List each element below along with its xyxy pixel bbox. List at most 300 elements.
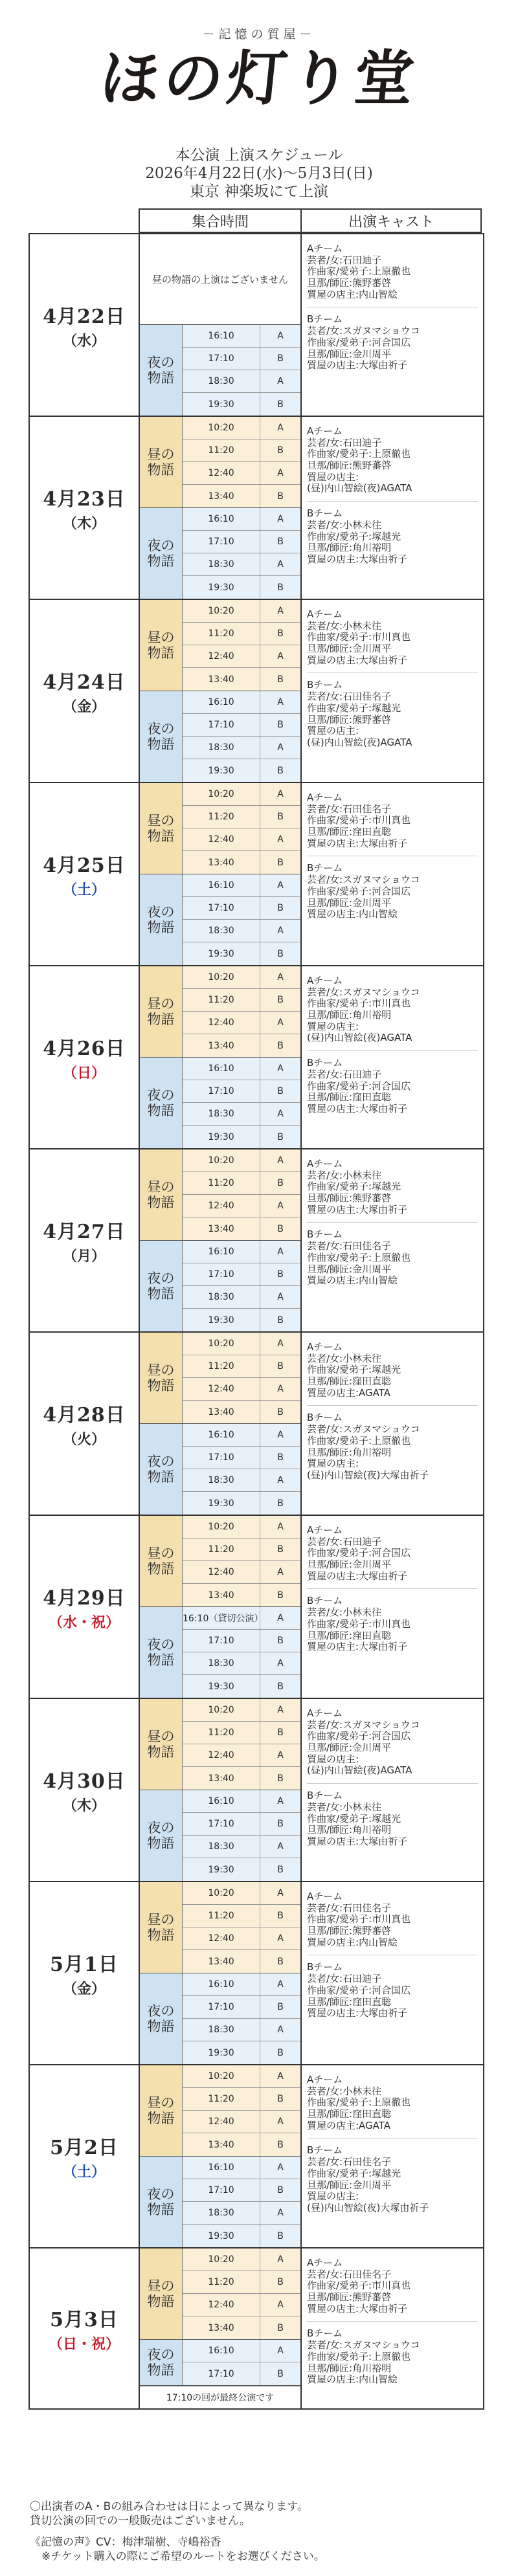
cast-cell bbox=[302, 783, 483, 965]
cast-line: 作曲家/愛弟子:河合国広 bbox=[307, 336, 411, 348]
showtime: 18:30 bbox=[183, 370, 260, 392]
team: B bbox=[277, 628, 284, 639]
showtime-row bbox=[183, 1309, 300, 1331]
showtime-rows bbox=[183, 691, 300, 782]
showtime-row bbox=[183, 1584, 300, 1606]
team: B bbox=[277, 1773, 284, 1784]
team-b-cast bbox=[307, 856, 478, 920]
showtime: 16:10 bbox=[183, 691, 260, 713]
cast-line: 作曲家/愛弟子:市川真也 bbox=[307, 1913, 411, 1926]
time-cell bbox=[140, 1699, 302, 1881]
showtime: 11:20 bbox=[183, 623, 260, 645]
showtime-row bbox=[183, 600, 300, 623]
time-cell bbox=[140, 417, 302, 599]
cast-line: 作曲家/愛弟子:塚越光 bbox=[307, 1364, 401, 1376]
cast-line: 芸者/女:石田佳名子 bbox=[307, 1902, 392, 1914]
team: A bbox=[277, 1247, 284, 1257]
cast-line: 質屋の店主:大塚由祈子 bbox=[307, 654, 408, 666]
cast-line: 旦那/師匠:角川裕明 bbox=[307, 2362, 392, 2374]
cast-line: 質屋の店主:AGATA bbox=[307, 2119, 391, 2131]
cast-cell bbox=[302, 1516, 483, 1698]
team: A bbox=[277, 2346, 284, 2356]
showtime-row bbox=[183, 508, 300, 531]
cast-line: 質屋の店主: bbox=[307, 1020, 359, 1032]
team-b-cast bbox=[307, 1051, 478, 1115]
showtime: 12:40 bbox=[183, 1195, 260, 1217]
cast-line: 芸者/女:石田迪子 bbox=[307, 254, 382, 266]
cast-line: 旦那/師匠:窪田直聡 bbox=[307, 1629, 392, 1641]
team: B bbox=[277, 1361, 284, 1371]
showtime: 12:40 bbox=[183, 828, 260, 850]
day-block bbox=[28, 783, 484, 966]
cast-line: 質屋の店主: bbox=[307, 1753, 359, 1765]
team-a-cast bbox=[307, 1159, 478, 1223]
showtime-rows bbox=[183, 1607, 300, 1698]
showtime-row bbox=[183, 2019, 300, 2041]
showtime: 17:10 bbox=[183, 2362, 260, 2385]
showtime-row bbox=[183, 1058, 300, 1080]
showtime-row bbox=[183, 1675, 300, 1698]
cast-line: Aチーム bbox=[307, 1707, 343, 1719]
showtime-row bbox=[183, 485, 300, 507]
showtime-row bbox=[183, 966, 300, 989]
team: B bbox=[277, 1864, 284, 1875]
cast-line: 質屋の店主:内山智絵 bbox=[307, 908, 398, 920]
showtime-row bbox=[183, 2065, 300, 2088]
showtime-row bbox=[183, 759, 300, 782]
showtime-row bbox=[183, 417, 300, 439]
showtime-row bbox=[183, 1607, 300, 1630]
showtime: 17:10 bbox=[183, 1447, 260, 1469]
cast-line: Bチーム bbox=[307, 679, 343, 691]
showtime-rows bbox=[183, 783, 300, 874]
showtime: 10:20 bbox=[183, 1882, 260, 1904]
showtime: 11:20 bbox=[183, 1538, 260, 1560]
team: B bbox=[277, 857, 284, 868]
showtime-rows bbox=[183, 1699, 300, 1790]
title-logo: ほの灯り堂 bbox=[96, 43, 422, 113]
team: B bbox=[277, 765, 284, 776]
footer-line: ※チケット購入の際にご希望のルートをお選びください。 bbox=[41, 2550, 325, 2564]
cast-line: Bチーム bbox=[307, 2327, 343, 2340]
cast-line: Aチーム bbox=[307, 608, 343, 620]
day-block bbox=[28, 1699, 484, 1882]
daytime-label: 昼の 物語 bbox=[140, 600, 183, 691]
daytime-block bbox=[140, 1333, 300, 1424]
team: B bbox=[277, 1178, 284, 1188]
cast-line: 作曲家/愛弟子:塚越光 bbox=[307, 2167, 401, 2179]
daytime-block bbox=[140, 783, 300, 874]
time-cell bbox=[140, 2065, 302, 2247]
showtime: 12:40 bbox=[183, 2294, 260, 2316]
night-label: 夜の 物語 bbox=[140, 508, 183, 599]
team: B bbox=[277, 1406, 284, 1417]
cast-line: 質屋の店主:大塚由祈子 bbox=[307, 359, 408, 372]
showtime-row bbox=[183, 325, 300, 348]
showtime: 16:10 bbox=[183, 1058, 260, 1080]
night-label: 夜の 物語 bbox=[140, 691, 183, 782]
cast-line: 芸者/女:スガヌマショウコ bbox=[307, 1423, 420, 1436]
cast-line: 芸者/女:小林未往 bbox=[307, 1801, 382, 1813]
team: A bbox=[277, 1201, 284, 1211]
showtime-row bbox=[183, 874, 300, 897]
team: A bbox=[277, 1750, 284, 1760]
cast-cell bbox=[302, 1333, 483, 1515]
showtime-row bbox=[183, 1905, 300, 1927]
cast-line: Bチーム bbox=[307, 1961, 343, 1973]
daytime-label: 昼の 物語 bbox=[140, 2065, 183, 2156]
no-daytime-notice: 昼の物語の上演はございません bbox=[140, 234, 300, 325]
cast-line: 作曲家/愛弟子:市川真也 bbox=[307, 2280, 411, 2292]
cast-line: 質屋の店主: bbox=[307, 471, 359, 483]
showtime: 17:10 bbox=[183, 897, 260, 919]
cast-cell bbox=[302, 1882, 483, 2064]
showtime-row bbox=[183, 1126, 300, 1148]
cast-line: 旦那/師匠:窪田直聡 bbox=[307, 1091, 392, 1104]
date-label: 4月29日 bbox=[43, 1587, 126, 1610]
showtime: 12:40 bbox=[183, 1744, 260, 1766]
team-b-cast bbox=[307, 1223, 478, 1286]
showtime: 17:10 bbox=[183, 1813, 260, 1835]
cast-cell bbox=[302, 1699, 483, 1881]
team: B bbox=[277, 1681, 284, 1692]
cast-line: 作曲家/愛弟子:上原徹也 bbox=[307, 1251, 411, 1263]
showtime-row bbox=[183, 897, 300, 920]
team: A bbox=[277, 697, 284, 707]
cast-list bbox=[302, 1149, 483, 1331]
team: A bbox=[277, 1475, 284, 1485]
showtime: 16:10 bbox=[183, 2157, 260, 2179]
showtime-row bbox=[183, 942, 300, 965]
cast-line: Bチーム bbox=[307, 1595, 343, 1607]
cast-cell bbox=[302, 966, 483, 1148]
day-block bbox=[28, 1516, 484, 1699]
showtime-row bbox=[183, 645, 300, 668]
showtime: 11:20 bbox=[183, 989, 260, 1011]
showtime: 16:10 bbox=[183, 325, 260, 347]
time-cell bbox=[140, 783, 302, 965]
team: B bbox=[277, 1636, 284, 1646]
showtime: 10:20 bbox=[183, 600, 260, 622]
showtime: 12:40 bbox=[183, 1378, 260, 1400]
team-b-cast bbox=[307, 1784, 478, 1847]
showtime-row bbox=[183, 370, 300, 393]
cast-line: 質屋の店主:内山智絵 bbox=[307, 1936, 398, 1948]
showtime: 17:10 bbox=[183, 1080, 260, 1102]
weekday-label: （土） bbox=[62, 2164, 106, 2181]
weekday-label: （金） bbox=[62, 1981, 106, 1997]
cast-line: 作曲家/愛弟子:市川真也 bbox=[307, 814, 411, 827]
team: B bbox=[277, 1452, 284, 1463]
cast-line: Aチーム bbox=[307, 1891, 343, 1902]
showtime-row bbox=[183, 1630, 300, 1652]
showtime-row bbox=[183, 1103, 300, 1126]
daytime-block bbox=[140, 2065, 300, 2157]
team: A bbox=[277, 2162, 284, 2173]
showtime-row bbox=[183, 439, 300, 462]
showtime: 17:10 bbox=[183, 2179, 260, 2201]
showtime: 17:10 bbox=[183, 1996, 260, 2018]
cast-line: Bチーム bbox=[307, 1412, 343, 1424]
team-a-cast bbox=[307, 1708, 478, 1784]
cast-line: 旦那/師匠:角川裕明 bbox=[307, 1824, 392, 1836]
cast-line: (昼)内山智絵(夜)AGATA bbox=[307, 736, 412, 748]
showtime-row bbox=[183, 1722, 300, 1744]
showtime-row bbox=[183, 2294, 300, 2316]
showtime-row bbox=[183, 1767, 300, 1790]
showtime: 17:10 bbox=[183, 1630, 260, 1652]
cast-line: 旦那/師匠:金川周平 bbox=[307, 1742, 392, 1754]
cast-line: 旦那/師匠:金川周平 bbox=[307, 643, 392, 655]
daytime-block bbox=[140, 1699, 300, 1790]
showtime-row bbox=[183, 851, 300, 874]
cast-line: 質屋の店主:大塚由祈子 bbox=[307, 1102, 408, 1115]
daytime-block bbox=[140, 1149, 300, 1241]
cast-line: 芸者/女:石田佳名子 bbox=[307, 2268, 392, 2280]
night-label: 夜の 物語 bbox=[140, 2157, 183, 2247]
column-time: 集合時間 bbox=[140, 210, 302, 232]
weekday-label: （木） bbox=[62, 515, 106, 532]
team: B bbox=[277, 2002, 284, 2012]
cast-line: 作曲家/愛弟子:河合国広 bbox=[307, 885, 411, 897]
header bbox=[0, 0, 518, 214]
showtime-row bbox=[183, 1401, 300, 1423]
cast-list bbox=[302, 1333, 483, 1515]
cast-line: 芸者/女:石田迪子 bbox=[307, 1068, 382, 1080]
showtime-row bbox=[183, 1973, 300, 1996]
team-a-cast bbox=[307, 1342, 478, 1406]
cast-list bbox=[302, 417, 483, 599]
team: A bbox=[277, 514, 284, 524]
showtime-row bbox=[183, 1996, 300, 2019]
showtime-rows bbox=[183, 2248, 300, 2339]
team: B bbox=[277, 2322, 284, 2333]
cast-line: 芸者/女:石田迪子 bbox=[307, 1973, 382, 1985]
night-label: 夜の 物語 bbox=[140, 1241, 183, 1331]
cast-line: 旦那/師匠:熊野蕃啓 bbox=[307, 277, 392, 289]
showtime: 16:10 bbox=[183, 874, 260, 896]
cast-line: 旦那/師匠:熊野蕃啓 bbox=[307, 1192, 392, 1205]
team: A bbox=[277, 1109, 284, 1119]
cast-line: 質屋の店主:内山智絵 bbox=[307, 1274, 398, 1287]
cast-line: 芸者/女:石田佳名子 bbox=[307, 1240, 392, 1252]
night-label: 夜の 物語 bbox=[140, 874, 183, 965]
team: B bbox=[277, 1590, 284, 1601]
showtime-rows bbox=[183, 2065, 300, 2156]
showtime-rows bbox=[183, 1149, 300, 1240]
team-b-cast bbox=[307, 1589, 478, 1652]
cast-list bbox=[302, 1882, 483, 2064]
showtime: 16:10（貸切公演） bbox=[183, 1607, 260, 1629]
cast-line: Aチーム bbox=[307, 1158, 343, 1170]
team: A bbox=[277, 1430, 284, 1440]
weekday-label: （火） bbox=[62, 1431, 106, 1448]
showtime-row bbox=[183, 1836, 300, 1858]
footer-notes bbox=[30, 2500, 490, 2564]
team-b-cast bbox=[307, 2322, 478, 2385]
cast-line: 旦那/師匠:熊野蕃啓 bbox=[307, 2291, 392, 2304]
showtime: 18:30 bbox=[183, 553, 260, 575]
cast-line: 旦那/師匠:窪田直聡 bbox=[307, 1375, 392, 1388]
showtime: 17:10 bbox=[183, 1263, 260, 1285]
team-b-cast bbox=[307, 502, 478, 565]
day-block bbox=[28, 2065, 484, 2248]
cast-cell bbox=[302, 234, 483, 416]
night-block bbox=[140, 2157, 300, 2247]
showtime-row bbox=[183, 1355, 300, 1378]
showtime-row bbox=[183, 2202, 300, 2225]
daytime-label: 昼の 物語 bbox=[140, 783, 183, 874]
time-cell bbox=[140, 600, 302, 782]
cast-line: Bチーム bbox=[307, 1057, 343, 1069]
night-label: 夜の 物語 bbox=[140, 1607, 183, 1698]
daytime-label: 昼の 物語 bbox=[140, 417, 183, 507]
date-cell bbox=[30, 2065, 140, 2247]
showtime: 19:30 bbox=[183, 1309, 260, 1331]
date-cell bbox=[30, 2248, 140, 2408]
cast-line: 芸者/女:石田迪子 bbox=[307, 1535, 382, 1548]
showtime-row bbox=[183, 348, 300, 370]
showtime: 11:20 bbox=[183, 1905, 260, 1927]
team: A bbox=[277, 742, 284, 753]
showtime: 11:20 bbox=[183, 2271, 260, 2293]
cast-line: 芸者/女:石田佳名子 bbox=[307, 803, 392, 815]
showtime: 11:20 bbox=[183, 1172, 260, 1194]
showtime: 12:40 bbox=[183, 1012, 260, 1034]
showtime-row bbox=[183, 531, 300, 553]
schedule-info bbox=[0, 146, 518, 201]
cast-line: 作曲家/愛弟子:河合国広 bbox=[307, 1547, 411, 1559]
showtime-row bbox=[183, 2248, 300, 2271]
cast-line: 芸者/女:小林未往 bbox=[307, 518, 382, 531]
day-block bbox=[28, 233, 484, 417]
showtime-row bbox=[183, 553, 300, 576]
date-label: 4月22日 bbox=[43, 305, 126, 328]
team: B bbox=[277, 2368, 284, 2379]
showtime: 13:40 bbox=[183, 668, 260, 691]
cast-line: 芸者/女:小林未往 bbox=[307, 1606, 382, 1619]
team: B bbox=[277, 1911, 284, 1921]
date-label: 5月2日 bbox=[50, 2137, 118, 2159]
weekday-label: （日・祝） bbox=[48, 2336, 120, 2353]
showtime-rows bbox=[183, 600, 300, 691]
day-block bbox=[28, 966, 484, 1149]
date-cell bbox=[30, 600, 140, 782]
date-cell bbox=[30, 1882, 140, 2064]
time-cell bbox=[140, 1149, 302, 1331]
showtime-row bbox=[183, 2225, 300, 2247]
team-b-cast bbox=[307, 673, 478, 748]
night-block bbox=[140, 325, 300, 416]
showtime-row bbox=[183, 393, 300, 416]
cast-line: 質屋の店主: bbox=[307, 2190, 359, 2203]
showtime-rows bbox=[183, 1333, 300, 1423]
team: B bbox=[277, 399, 284, 410]
cast-line: Aチーム bbox=[307, 243, 343, 254]
footer-line: 貸切公演の回での一般販売はございません。 bbox=[30, 2515, 251, 2528]
schedule-line: 本公演 上演スケジュール bbox=[175, 147, 343, 164]
date-label: 4月24日 bbox=[43, 671, 126, 694]
showtime: 18:30 bbox=[183, 920, 260, 942]
cast-line: 質屋の店主:大塚由祈子 bbox=[307, 837, 408, 849]
daytime-label: 昼の 物語 bbox=[140, 2248, 183, 2339]
team: B bbox=[277, 2047, 284, 2058]
night-block bbox=[140, 1424, 300, 1515]
team: B bbox=[277, 537, 284, 547]
cast-list bbox=[302, 1699, 483, 1881]
weekday-label: （水・祝） bbox=[48, 1614, 120, 1631]
showtime: 19:30 bbox=[183, 942, 260, 965]
cast-line: 芸者/女:小林未往 bbox=[307, 1169, 382, 1181]
cast-line: Bチーム bbox=[307, 2144, 343, 2157]
night-block bbox=[140, 874, 300, 965]
cast-line: 質屋の店主:大塚由祈子 bbox=[307, 1203, 408, 1216]
cast-cell bbox=[302, 2065, 483, 2247]
time-cell bbox=[140, 1516, 302, 1698]
showtime: 19:30 bbox=[183, 2041, 260, 2064]
cast-line: Aチーム bbox=[307, 1341, 343, 1353]
team: A bbox=[277, 926, 284, 936]
cast-line: 質屋の店主:AGATA bbox=[307, 1386, 391, 1399]
cast-line: (昼)内山智絵(夜)AGATA bbox=[307, 1764, 412, 1777]
showtime-row bbox=[183, 1744, 300, 1767]
showtime-rows bbox=[183, 874, 300, 965]
team-b-cast bbox=[307, 2138, 478, 2214]
team: B bbox=[277, 1223, 284, 1234]
night-label: 夜の 物語 bbox=[140, 1424, 183, 1515]
showtime-row bbox=[183, 1561, 300, 1584]
team-b-cast bbox=[307, 1955, 478, 2019]
cast-line: 芸者/女:スガヌマショウコ bbox=[307, 986, 420, 998]
showtime: 13:40 bbox=[183, 1767, 260, 1790]
team: A bbox=[277, 331, 284, 341]
showtime-row bbox=[183, 1447, 300, 1469]
cast-list bbox=[302, 2065, 483, 2247]
cast-list bbox=[302, 2248, 483, 2408]
cast-line: Aチーム bbox=[307, 2074, 343, 2085]
team: B bbox=[277, 903, 284, 913]
cast-line: 芸者/女:小林未往 bbox=[307, 2085, 382, 2097]
night-block bbox=[140, 2340, 300, 2386]
showtime-row bbox=[183, 2362, 300, 2385]
weekday-label: （土） bbox=[62, 882, 106, 898]
showtime-row bbox=[183, 2316, 300, 2339]
cast-line: 作曲家/愛弟子:河合国広 bbox=[307, 1730, 411, 1742]
team-a-cast bbox=[307, 609, 478, 673]
showtime-rows bbox=[183, 2157, 300, 2247]
team: B bbox=[277, 720, 284, 730]
showtime: 17:10 bbox=[183, 348, 260, 370]
daytime-label: 昼の 物語 bbox=[140, 1149, 183, 1240]
team-b-cast bbox=[307, 307, 478, 371]
showtime: 13:40 bbox=[183, 485, 260, 507]
cast-line: (昼)内山智絵(夜)AGATA bbox=[307, 1032, 412, 1044]
daytime-block bbox=[140, 966, 300, 1058]
team: A bbox=[277, 2254, 284, 2265]
showtime-row bbox=[183, 623, 300, 645]
daytime-block bbox=[140, 1882, 300, 1973]
weekday-label: （木） bbox=[62, 1797, 106, 1814]
daytime-label: 昼の 物語 bbox=[140, 966, 183, 1057]
showtime: 18:30 bbox=[183, 1103, 260, 1125]
night-label: 夜の 物語 bbox=[140, 325, 183, 416]
cast-line: 芸者/女:石田佳名子 bbox=[307, 2156, 392, 2168]
team: A bbox=[277, 2208, 284, 2218]
day-block bbox=[28, 417, 484, 600]
date-label: 4月25日 bbox=[43, 854, 126, 877]
cast-line: 作曲家/愛弟子:上原徹也 bbox=[307, 448, 411, 460]
daytime-block bbox=[140, 600, 300, 691]
